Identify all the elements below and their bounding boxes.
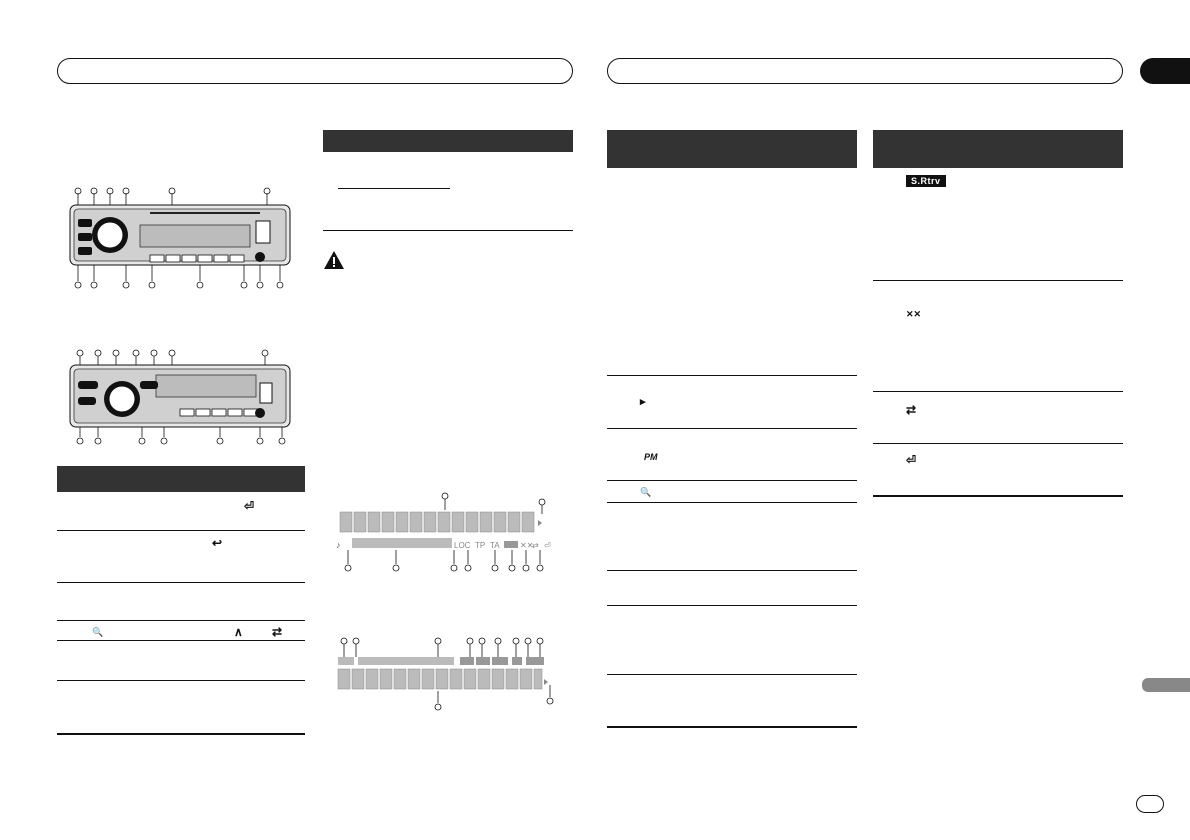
- right-table-2-rule-bottom: [873, 495, 1123, 497]
- up-arrow-icon: ∧: [234, 625, 243, 639]
- display-illustration-2: [330, 635, 560, 715]
- head-unit-illustration-2: [60, 345, 300, 450]
- right-table-1-rule-2: [607, 428, 857, 429]
- right-page-header-bar: [607, 58, 1123, 84]
- warning-icon: [323, 250, 345, 270]
- play-icon: ▸: [640, 396, 646, 408]
- right-table-1-rule-1: [607, 375, 857, 376]
- language-tab: [1140, 58, 1190, 84]
- sound-retriever-badge: S.Rtrv: [906, 175, 946, 187]
- right-table-1-rule-3: [607, 480, 857, 481]
- svg-text:⇄: ⇄: [532, 541, 539, 550]
- right-table-1-rule-bottom: [607, 726, 857, 728]
- ta-label: TA: [490, 541, 500, 550]
- back-icon: ↩: [212, 536, 223, 550]
- middle-underline-link: [338, 188, 450, 189]
- pm-icon: PM: [644, 452, 658, 462]
- left-table-rule-bottom: [57, 733, 305, 735]
- music-icon-glyph: ♪: [336, 540, 341, 550]
- left-page-header-bar: [57, 58, 573, 84]
- page-number-oval: [1136, 795, 1164, 813]
- svg-text:⏎: ⏎: [544, 541, 551, 550]
- left-table-rule-1: [57, 530, 305, 531]
- loc-label: LOC: [454, 541, 471, 550]
- search-icon: 🔍: [92, 627, 104, 637]
- middle-section-header: [323, 130, 573, 152]
- right-table-2-header: [873, 130, 1123, 168]
- middle-section-rule: [323, 230, 573, 231]
- left-table-rule-5: [57, 680, 305, 681]
- right-table-2-rule-3: [873, 443, 1123, 444]
- right-table-1-rule-4: [607, 502, 857, 503]
- right-table-1-rule-6: [607, 605, 857, 606]
- search-icon: 🔍: [640, 487, 652, 497]
- head-unit-illustration-1: [60, 185, 300, 295]
- repeat-icon: ⇄: [906, 403, 917, 417]
- source-icon: ⏎: [906, 453, 917, 467]
- right-table-2-rule-1: [873, 280, 1123, 281]
- source-icon: ⏎: [244, 499, 255, 513]
- left-table-rule-2: [57, 582, 305, 583]
- right-table-1-rule-5: [607, 570, 857, 571]
- right-table-1-rule-7: [607, 674, 857, 675]
- right-table-1-header: [607, 130, 857, 168]
- display-illustration-1: [330, 490, 560, 575]
- left-table-rule-4: [57, 640, 305, 641]
- right-table-2-rule-2: [873, 391, 1123, 392]
- svg-text:✕✕: ✕✕: [520, 541, 534, 550]
- tp-label: TP: [475, 541, 486, 550]
- repeat-icon: ⇄: [272, 625, 283, 639]
- left-table-header: [57, 466, 305, 492]
- shuffle-icon: ✕✕: [906, 309, 922, 319]
- left-table-rule-3: [57, 620, 305, 621]
- section-side-tab: [1142, 678, 1190, 692]
